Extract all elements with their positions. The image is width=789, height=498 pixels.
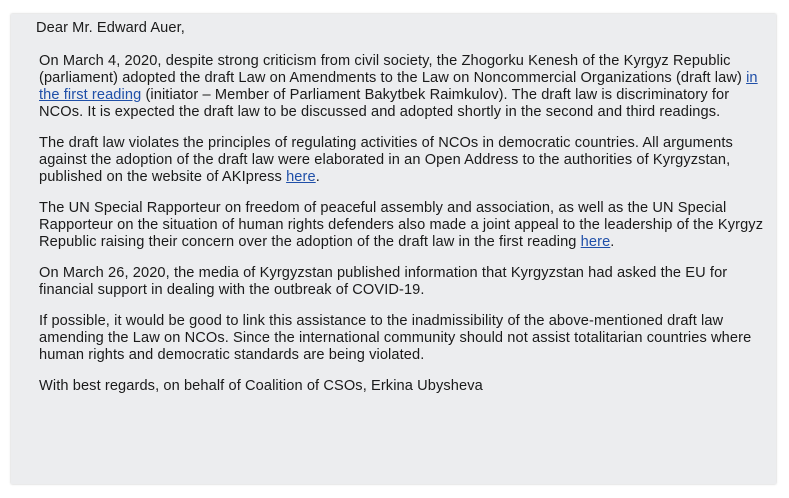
paragraph-2-text-a: The draft law violates the principles of regulating activities of NCOs in democratic countries. All arguments against the adoption of the draft law were elaborated in an Open Address to the authorities of Kyrgyzstan, published on the website of AKIpress — [39, 135, 733, 185]
joint-appeal-here-link[interactable]: here — [580, 234, 611, 250]
letter-page — [11, 14, 776, 484]
closing-signature: With best regards, on behalf of Coalition of CSOs, Erkina Ubysheva — [39, 378, 483, 394]
paragraph-4: On March 26, 2020, the media of Kyrgyzstan published information that Kyrgyzstan had asked the EU for financial support in dealing with the outbreak of COVID-19. — [39, 265, 728, 298]
letter-body — [36, 20, 766, 395]
paragraph-2 — [36, 135, 766, 186]
paragraph-2-text-b: . — [315, 169, 320, 185]
akipress-here-link[interactable]: here — [286, 169, 316, 185]
paragraph-1 — [36, 53, 766, 121]
paragraph-1-text-b: (initiator – Member of Parliament Bakytbek Raimkulov). The draft law is discriminatory for NCOs. It is expected the draft law to be discussed and adopted shortly in the second and third readings. — [39, 87, 730, 120]
paragraph-3-text-a: The UN Special Rapporteur on freedom of peaceful assembly and association, as well as the UN Special Rapporteur on the situation of human rights defenders also made a joint appeal to the leadership of the Kyrgyz Republic raising their concern over the adoption of the draft law in the first reading — [39, 200, 764, 250]
paragraph-3 — [36, 200, 766, 251]
paragraph-1-text-a: On March 4, 2020, despite strong criticism from civil society, the Zhogorku Kenesh of the Kyrgyz Republic (parliament) adopted the draft Law on Amendments to the Law on Noncommercial Organizations (draft law) — [39, 53, 747, 86]
paragraph-5: If possible, it would be good to link this assistance to the inadmissibility of the above-mentioned draft law amending the Law on NCOs. Since the international community should not assist totalitarian countries where human rights and democratic standards are being violated. — [39, 313, 752, 363]
salutation: Dear Mr. Edward Auer, — [36, 20, 185, 36]
paragraph-3-text-b: . — [610, 234, 615, 250]
first-reading-link[interactable]: in the first reading — [39, 70, 758, 103]
